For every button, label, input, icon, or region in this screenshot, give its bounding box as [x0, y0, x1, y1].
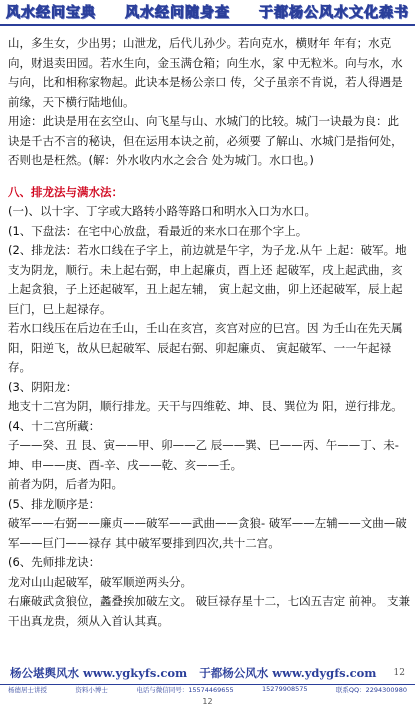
footer-contact-2: 资料小博士 — [75, 686, 108, 694]
footer-contact-5: 联系QQ：2294300980 — [335, 686, 407, 694]
header-title-3: 于都杨公风水文化森书 — [259, 5, 409, 21]
paragraph: 地支十二宫为阴，顺行排龙。天干与四维乾、坤、艮、巽位为 阳，逆行排龙。 — [8, 399, 403, 413]
paragraph: 子——癸、丑 艮、寅——甲、卯——乙 辰——巽、巳——丙、午——丁、未-坤、申——庚、酉-辛、戌——乾、亥——壬。 — [8, 438, 399, 472]
spacer — [8, 171, 410, 183]
paragraph: 破军——右弼——廉贞——破军——武曲——贪狼- 破军——左辅——文曲—破军——巨门——禄存 其中破军要排到四次,共十二宫。 — [8, 516, 407, 550]
header-title-1: 风水经问宝典 — [6, 5, 96, 21]
page-header — [0, 0, 415, 26]
document-body — [8, 34, 410, 631]
paragraph: 若水口线压在后边在壬山，壬山在亥宫，亥宫对应的巳宫。因 为壬山在先天属阳，阳逆飞，故从巳起破军、辰起右弼、卯起廉贞、 寅起破军、一一午起禄存。 — [8, 321, 403, 374]
footer-site-1[interactable]: 杨公堪舆风水 www.ygkyfs.com — [10, 666, 188, 680]
footer-contact-4: 15279908575 — [262, 685, 308, 693]
paragraph: (4、十二宫所藏： — [8, 418, 101, 433]
footer-websites — [0, 663, 415, 683]
footer-contact-3: 电话与微信同号：15574469655 — [136, 686, 234, 694]
paragraph: (6、先师排龙诀： — [8, 555, 101, 569]
paragraph: (1、下盘法：在宅中心放盘，看最近的来水口在那个字上。 — [8, 223, 308, 238]
paragraph: 右廉破武贪狼位，蠡叠挨加破左文。 破巨禄存星十二，七凶五吉定 前神。 支兼干出真龙贵，须从入首认其真。 — [8, 594, 410, 628]
page-number-center: 12 — [202, 697, 213, 706]
paragraph: (一)、以十字、丁字或大路转小路等路口和明水入口为水口。 — [8, 204, 316, 218]
section-title: 八、排龙法与满水法： — [8, 184, 123, 199]
footer-contact-1: 杨德居士讲授 — [8, 686, 47, 694]
paragraph: (3、阴阳龙： — [8, 379, 78, 394]
paragraph: (2、排龙法：若水口线在子字上，前边就是午字，为子龙.从午 上起：破军。地支为阴龙，顺行。未上起右弼，申上起廉贞，酉上还 起破军，戌上起武曲，亥上起贪狼，子上还起破军，丑上起左辅， 寅上起文曲，卯上还起破军，辰上起巨门，巳上起禄存。 — [8, 243, 407, 316]
paragraph: 用途：此诀是用在玄空山、向飞星与山、水城门的比较。城门一诀最为良：此诀是千古不言的秘诀，但在运用本诀之前，必须要 了解山、水城门是指何处，否则也是枉然。(解：外水收内水之会合 处为城门。水口也。) — [8, 114, 403, 167]
footer-site-2[interactable]: 于都杨公风水 www.ydygfs.com — [199, 666, 377, 680]
footer-contact — [0, 684, 415, 696]
header-title-2: 风水经问随身查 — [125, 5, 230, 21]
paragraph: 龙对山山起破军，破军顺逆两头分。 — [8, 574, 192, 589]
paragraph: 前者为阴，后者为阳。 — [8, 477, 123, 491]
page-number: 12 — [393, 668, 405, 678]
paragraph: (5、排龙顺序是： — [8, 496, 101, 511]
paragraph: 山，多生女，少出男；山泄龙，后代儿孙少。若向克水，横财年 年有；水克向，财退卖田园。若水生向，金玉满仓箱；向生水，家 中无粒米。向与水，水与向，比和相称家物起。此诀本是杨公亲口 传，父子虽亲不肯说，若人得遇是前缘，天下横行陆地仙。 — [8, 36, 403, 109]
